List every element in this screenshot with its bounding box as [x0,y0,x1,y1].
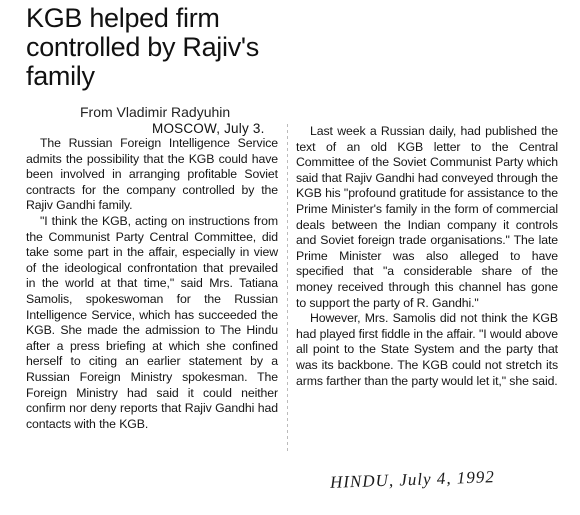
paragraph: Last week a Russian daily, had published the text of an old KGB letter to the Central Committee of the Soviet Communist Party which said that Rajiv Gandhi had conveyed through the KGB his "profound gratitude for assistance to the Prime Minister's family in the form of commercial deals between the Indian company it controls and Soviet foreign trade organisations." The late Prime Minister was also alleged to have specified that "a considerable share of the money received through this channel has gone to support the party of R. Gandhi." [296,124,558,310]
paragraph: "I think the KGB, acting on instructions from the Communist Party Central Committee, did take some part in the affair, especially in view of the ideological confrontation that prevailed in the world at that time," said Mrs. Tatiana Samolis, spokeswoman for the Russian Intelligence Service, which has succeeded the KGB. She made the admission to The Hindu after a press briefing at which she confined herself to citing an earlier statement by a Russian Foreign Ministry spokesman. The Foreign Ministry had said it could neither confirm nor deny reports that Rajiv Gandhi had contacts with the KGB. [26,213,278,431]
dateline: MOSCOW, July 3. [152,121,265,136]
column-divider [287,124,288,454]
article-column-2 [296,124,558,389]
handwritten-source-note: HINDU, July 4, 1992 [329,467,496,492]
headline: KGB helped firm controlled by Rajiv's family [26,3,259,91]
byline: From Vladimir Radyuhin [80,104,231,120]
paragraph: The Russian Foreign Intelligence Service admits the possibility that the KGB could have been involved in arranging profitable Soviet contracts for the company controlled by the Rajiv Gandhi family. [26,136,278,213]
article-column-1 [26,136,278,432]
paragraph: However, Mrs. Samolis did not think the KGB had played first fiddle in the affair. "I would above all point to the State System and the party that was its backbone. The KGB could not stretch its arms farther than the party would let it," she said. [296,311,558,388]
